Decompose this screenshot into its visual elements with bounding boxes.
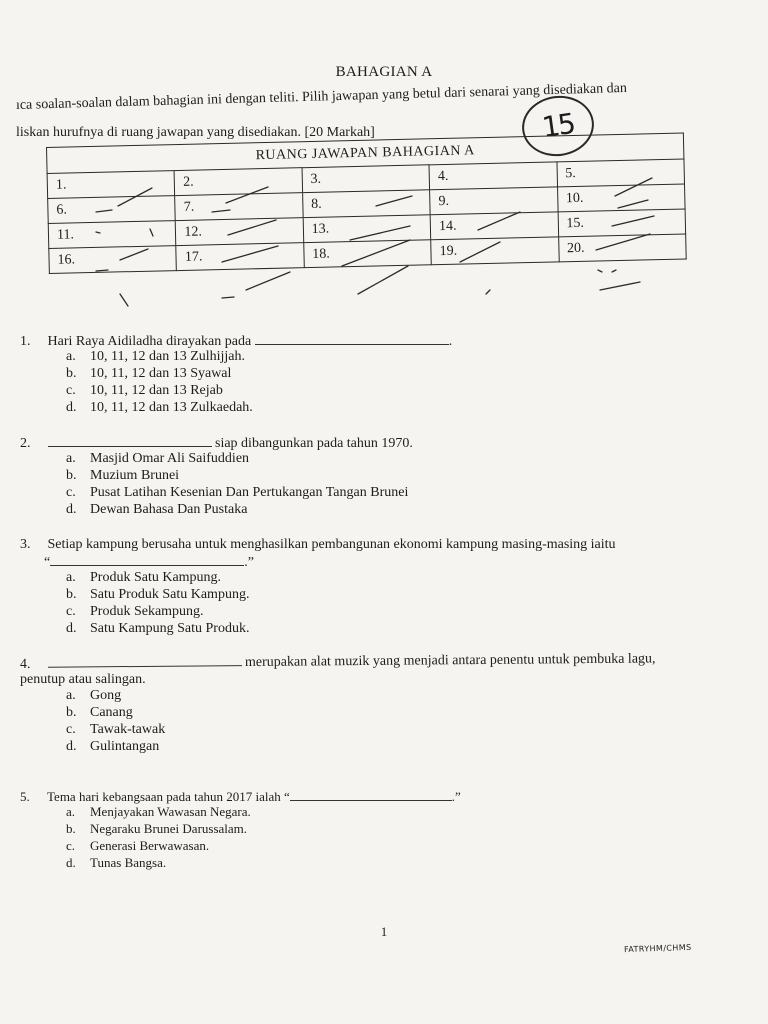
answer-cell[interactable]: 12.: [176, 218, 304, 246]
option-letter: c.: [66, 485, 76, 500]
tick-mark: [228, 220, 276, 235]
question-text-end: .”: [451, 789, 461, 804]
answer-blank[interactable]: [50, 553, 244, 566]
option-text: Negaraku Brunei Darussalam.: [90, 821, 248, 836]
option-c[interactable]: [66, 382, 253, 399]
option-c[interactable]: [66, 837, 251, 854]
option-text: Muzium Brunei: [90, 468, 180, 483]
tick-mark: [486, 290, 490, 294]
option-d[interactable]: [66, 620, 249, 637]
option-a[interactable]: [66, 803, 251, 820]
handwritten-tick-marks: [0, 0, 768, 330]
answer-cell[interactable]: 20.: [558, 234, 686, 262]
option-text: Satu Kampung Satu Produk.: [90, 621, 250, 636]
answer-blank[interactable]: [48, 434, 212, 447]
tick-mark: [120, 294, 128, 306]
answer-cell[interactable]: 15.: [558, 209, 686, 237]
option-b[interactable]: [66, 586, 249, 603]
question-number: 2.: [20, 436, 31, 451]
answer-blank[interactable]: [47, 653, 241, 668]
answer-cell[interactable]: 2.: [174, 168, 302, 196]
option-a[interactable]: [66, 450, 408, 467]
option-letter: b.: [66, 468, 77, 483]
question-3-options: [66, 569, 249, 637]
question-number: 4.: [19, 656, 31, 672]
answer-blank[interactable]: [290, 788, 452, 801]
question-2-options: [66, 450, 408, 518]
option-b[interactable]: [66, 820, 251, 837]
tick-mark: [96, 232, 100, 233]
tick-mark: [150, 229, 153, 236]
option-letter: b.: [66, 705, 77, 720]
footer-code: FATRYHM/CHMS: [623, 942, 692, 955]
tick-mark: [342, 240, 410, 266]
option-b[interactable]: [66, 704, 165, 721]
option-text: Dewan Bahasa Dan Pustaka: [90, 502, 248, 517]
question-text-end: .: [448, 334, 453, 349]
tick-mark: [212, 210, 230, 212]
question-4: [20, 649, 656, 673]
option-a[interactable]: [66, 687, 165, 704]
tick-mark: [600, 282, 640, 290]
tick-mark: [246, 272, 290, 290]
tick-mark: [596, 234, 650, 250]
option-text: Gong: [90, 688, 122, 703]
answer-cell[interactable]: 14.: [430, 212, 558, 240]
option-letter: a.: [66, 688, 76, 703]
tick-mark: [226, 187, 268, 203]
option-b[interactable]: [66, 467, 408, 484]
option-d[interactable]: [66, 854, 251, 871]
question-4-options: [66, 687, 165, 755]
answer-cell[interactable]: 8.: [302, 190, 430, 218]
tick-mark: [460, 242, 500, 262]
tick-mark: [612, 216, 654, 226]
option-letter: a.: [66, 570, 76, 585]
tick-mark: [615, 178, 652, 196]
question-text: Tema hari kebangsaan pada tahun 2017 ialah “: [47, 789, 290, 804]
option-text: Masjid Omar Ali Saifuddien: [90, 451, 250, 466]
tick-mark: [612, 270, 616, 272]
answer-cell[interactable]: 4.: [429, 162, 557, 190]
answer-cell[interactable]: 17.: [176, 243, 304, 271]
option-letter: b.: [66, 587, 77, 602]
option-letter: d.: [66, 855, 76, 870]
answer-cell[interactable]: 16.: [49, 246, 177, 274]
question-1-options: [66, 348, 253, 416]
answer-cell[interactable]: 10.: [557, 184, 685, 212]
tick-mark: [376, 196, 412, 206]
section-heading: BAHAGIAN A: [335, 64, 433, 80]
answer-cell[interactable]: 7.: [175, 193, 303, 221]
tick-mark: [120, 249, 148, 260]
tick-mark: [222, 246, 278, 262]
question-text: merupakan alat muzik yang menjadi antara penentu untuk pembuka lagu,: [244, 651, 656, 671]
option-d[interactable]: [66, 501, 408, 518]
question-number: 1.: [20, 334, 31, 349]
answer-cell[interactable]: 19.: [431, 237, 559, 265]
question-5-options: [66, 803, 251, 871]
open-quote: “: [44, 555, 51, 570]
option-letter: a.: [66, 804, 76, 819]
answer-cell[interactable]: 18.: [304, 240, 432, 268]
question-text: Setiap kampung berusaha untuk menghasilkan pembangunan ekonomi kampung masing-masing iaitu: [47, 537, 616, 552]
option-text: Menjayakan Wawasan Negara.: [90, 804, 251, 819]
answer-cell[interactable]: 9.: [430, 187, 558, 215]
tick-mark: [96, 270, 108, 271]
tick-mark: [118, 188, 152, 206]
question-text: Hari Raya Aidiladha dirayakan pada: [47, 334, 252, 349]
option-letter: b.: [66, 821, 76, 836]
option-a[interactable]: [66, 348, 253, 365]
answer-blank[interactable]: [255, 332, 449, 345]
page-number: 1: [380, 924, 388, 939]
option-text: Produk Satu Kampung.: [90, 570, 222, 585]
option-text: Tawak-tawak: [90, 722, 166, 737]
tick-mark: [478, 212, 520, 230]
option-b[interactable]: [66, 365, 253, 382]
instruction-line-1: ıca soalan-soalan dalam bahagian ini dengan teliti. Pilih jawapan yang betul dari senarai yang disediakan dan: [15, 80, 628, 113]
option-text: Tunas Bangsa.: [90, 855, 167, 870]
answer-cell[interactable]: 1.: [47, 171, 175, 199]
tick-mark: [598, 270, 602, 272]
tick-mark: [96, 210, 112, 212]
option-text: Canang: [90, 705, 133, 720]
question-text: siap dibangunkan pada tahun 1970.: [215, 436, 413, 451]
option-letter: d.: [66, 502, 77, 517]
answer-table-title: RUANG JAWAPAN BAHAGIAN A: [47, 133, 684, 173]
option-letter: c.: [66, 838, 76, 853]
question-number: 5.: [20, 789, 30, 804]
answer-cell[interactable]: 3.: [302, 165, 430, 193]
answer-cell[interactable]: 6.: [48, 196, 176, 224]
tick-mark: [222, 297, 234, 298]
option-text: Produk Sekampung.: [90, 604, 204, 619]
option-text: Gulintangan: [90, 739, 160, 754]
option-letter: a.: [66, 451, 76, 466]
answer-cell[interactable]: 13.: [303, 215, 431, 243]
option-letter: d.: [66, 400, 77, 415]
option-letter: c.: [66, 383, 76, 398]
option-letter: d.: [66, 739, 77, 754]
option-letter: a.: [66, 349, 76, 364]
option-text: 10, 11, 12 dan 13 Zulkaedah.: [90, 400, 253, 415]
option-text: Generasi Berwawasan.: [90, 838, 210, 853]
instruction-line-2: liskan hurufnya di ruang jawapan yang disediakan. [20 Markah]: [16, 125, 375, 140]
answer-cell[interactable]: 5.: [557, 159, 685, 187]
answer-cell[interactable]: 11.: [48, 221, 176, 249]
option-text: 10, 11, 12 dan 13 Syawal: [90, 366, 232, 381]
option-letter: c.: [66, 722, 76, 737]
question-4-line-2: penutup atau salingan.: [20, 672, 146, 687]
tick-mark: [618, 200, 648, 208]
score-value: 15: [539, 106, 576, 145]
option-text: 10, 11, 12 dan 13 Zulhijjah.: [90, 349, 246, 364]
option-a[interactable]: [66, 569, 249, 586]
option-text: Pusat Latihan Kesenian Dan Pertukangan Tangan Brunei: [90, 485, 409, 500]
close-quote: .”: [244, 555, 254, 570]
option-d[interactable]: [66, 738, 165, 755]
option-letter: c.: [66, 604, 76, 619]
tick-mark: [350, 226, 410, 240]
option-c[interactable]: [66, 721, 165, 738]
option-text: 10, 11, 12 dan 13 Rejab: [90, 383, 223, 398]
option-d[interactable]: [66, 399, 253, 416]
option-c[interactable]: [66, 603, 249, 620]
option-c[interactable]: [66, 484, 408, 501]
question-3: [20, 537, 616, 553]
tick-mark: [358, 266, 408, 294]
question-number: 3.: [20, 537, 31, 552]
option-letter: b.: [66, 366, 77, 381]
option-text: Satu Produk Satu Kampung.: [90, 587, 250, 602]
option-letter: d.: [66, 621, 77, 636]
